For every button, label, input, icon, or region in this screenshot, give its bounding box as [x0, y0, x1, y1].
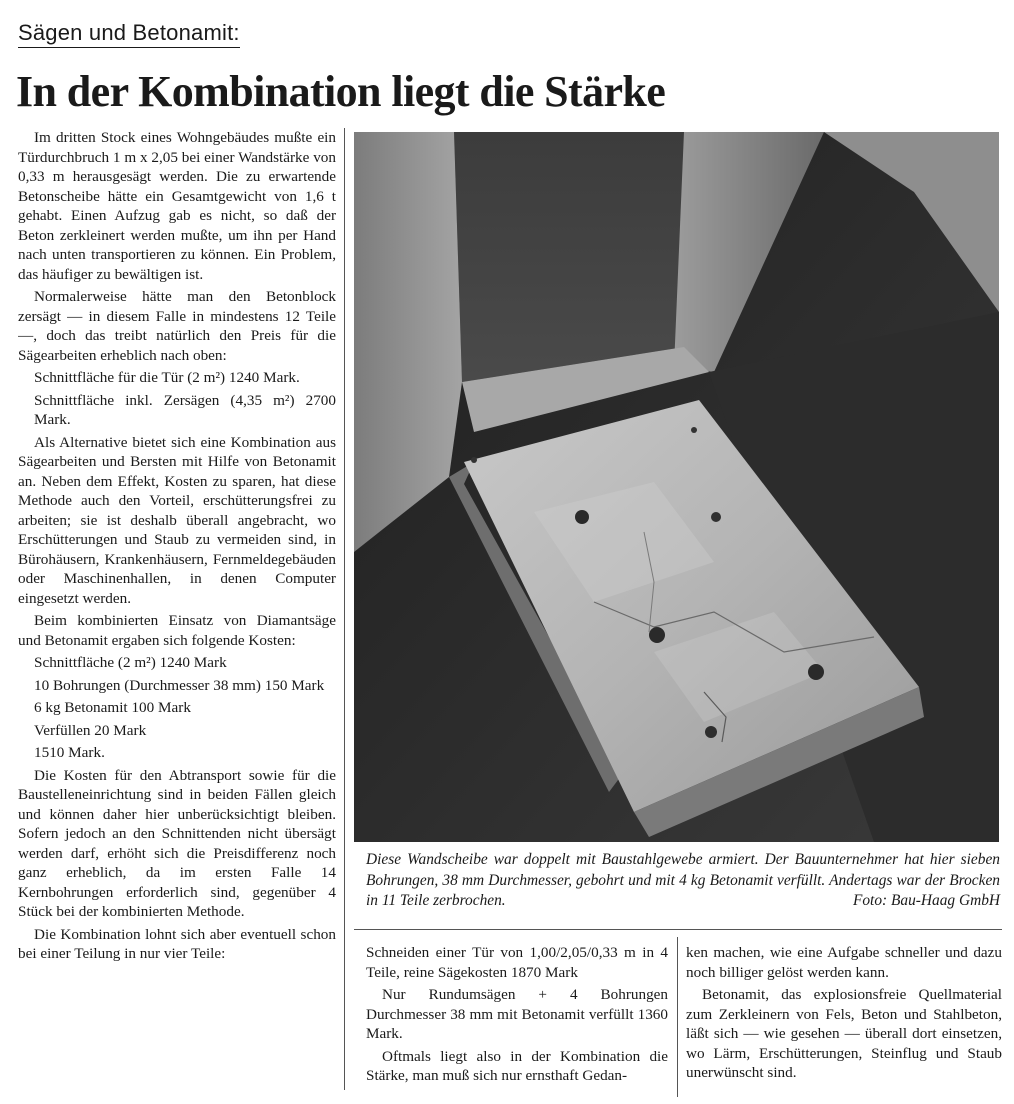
- article-headline: In der Kombination liegt die Stärke: [16, 67, 666, 116]
- article-column-2: [366, 943, 668, 1093]
- caption-rule: [354, 929, 1002, 930]
- column-rule: [677, 937, 678, 1097]
- caption-text: Diese Wandscheibe war doppelt mit Baustahlgewebe armiert. Der Bauunternehmer hat hier sieben Bohrungen, 38 mm Durchmesser, gebohrt und mit 4 kg Betonamit verfüllt. Andertags war der Brocken in 11 Teile zerbrochen.: [366, 851, 1000, 909]
- cost-line: Verfüllen 20 Mark: [34, 721, 147, 739]
- photo-caption: [366, 850, 1000, 912]
- article-column-1: [18, 128, 336, 1090]
- paragraph: Betonamit, das explosionsfreie Quellmaterial zum Zerkleinern von Fels, Beton und Stahlbeton, läßt sich — wie gesehen — überall dort einsetzen, wo Lärm, Erschütterungen, Steinflug und Staub unerwünscht sind.: [686, 986, 1002, 1081]
- paragraph: Beim kombinierten Einsatz von Diamantsäge und Betonamit ergaben sich folgende Kosten:: [18, 612, 336, 649]
- paragraph: Nur Rundumsägen + 4 Bohrungen Durchmesser 38 mm mit Betonamit verfüllt 1360 Mark.: [366, 986, 668, 1042]
- article-column-3: [686, 943, 1002, 1093]
- paragraph: Die Kosten für den Abtransport sowie für die Baustelleneinrichtung sind in beiden Fällen gleich und können daher hier unberücksichtigt bleiben. Sofern jedoch an den Schnittenden nicht übersägt werden darf, erhöht sich die Preisdifferenz noch ganz erheblich, da im ersten Falle 14 Kernbohrungen erforderlich sind, gegenüber 4 Stück bei der kombinierten Methode.: [18, 766, 336, 920]
- paragraph: Normalerweise hätte man den Betonblock zersägt — in diesem Falle in mindestens 12 Teile —, doch das treibt natürlich den Preis für die Sägearbeiten erheblich nach oben:: [18, 288, 336, 364]
- paragraph: Oftmals liegt also in der Kombination die Stärke, man muß sich nur ernsthaft Gedan-: [366, 1047, 668, 1084]
- photo-credit: Foto: Bau-Haag GmbH: [852, 892, 1000, 909]
- cost-line: Schnittfläche für die Tür (2 m²) 1240 Mark.: [34, 369, 300, 386]
- cost-total: 1510 Mark.: [34, 744, 105, 761]
- cost-line: Schnittfläche (2 m²) 1240 Mark: [34, 654, 227, 671]
- paragraph: Als Alternative bietet sich eine Kombination aus Sägearbeiten und Bersten mit Hilfe von Betonamit an. Neben dem Effekt, Kosten zu sparen, hat diese Methode auch den Vorteil, erschütterungsfrei zu arbeiten; sie ist deshalb überall angebracht, wo Erschütterungen und Staub zu vermeiden sind, in Bürohäusern, Krankenhäusern, Fernmeldegebäuden oder Maschinenhallen, in denen Computer eingesetzt werden.: [18, 433, 336, 607]
- paragraph: ken machen, wie eine Aufgabe schneller und dazu noch billiger gelöst werden kann.: [686, 944, 1002, 981]
- concrete-block-photo: [354, 132, 999, 842]
- cost-line: 6 kg Betonamit 100 Mark: [34, 699, 191, 716]
- paragraph: Die Kombination lohnt sich aber eventuell schon bei einer Teilung in nur vier Teile:: [18, 925, 336, 962]
- cost-line: Schnittfläche inkl. Zersägen (4,35 m²) 2700 Mark.: [34, 391, 336, 428]
- paragraph: Schneiden einer Tür von 1,00/2,05/0,33 m in 4 Teile, reine Sägekosten 1870 Mark: [366, 944, 668, 981]
- paragraph: Im dritten Stock eines Wohngebäudes mußte ein Türdurchbruch 1 m x 2,05 bei einer Wandstärke von 0,33 m herausgesägt werden. Die zu erwartende Betonscheibe hätte ein Gesamtgewicht von 1,6 t gehabt. Einen Aufzug gab es nicht, so daß der Beton zerkleinert werden mußte, um ihn per Hand nach unten transportieren zu können. Ein Problem, das häufiger zu bewältigen ist.: [18, 129, 336, 283]
- cost-line: 10 Bohrungen (Durchmesser 38 mm) 150 Mark: [34, 676, 325, 694]
- column-rule: [344, 128, 345, 1090]
- article-kicker: Sägen und Betonamit:: [18, 20, 240, 48]
